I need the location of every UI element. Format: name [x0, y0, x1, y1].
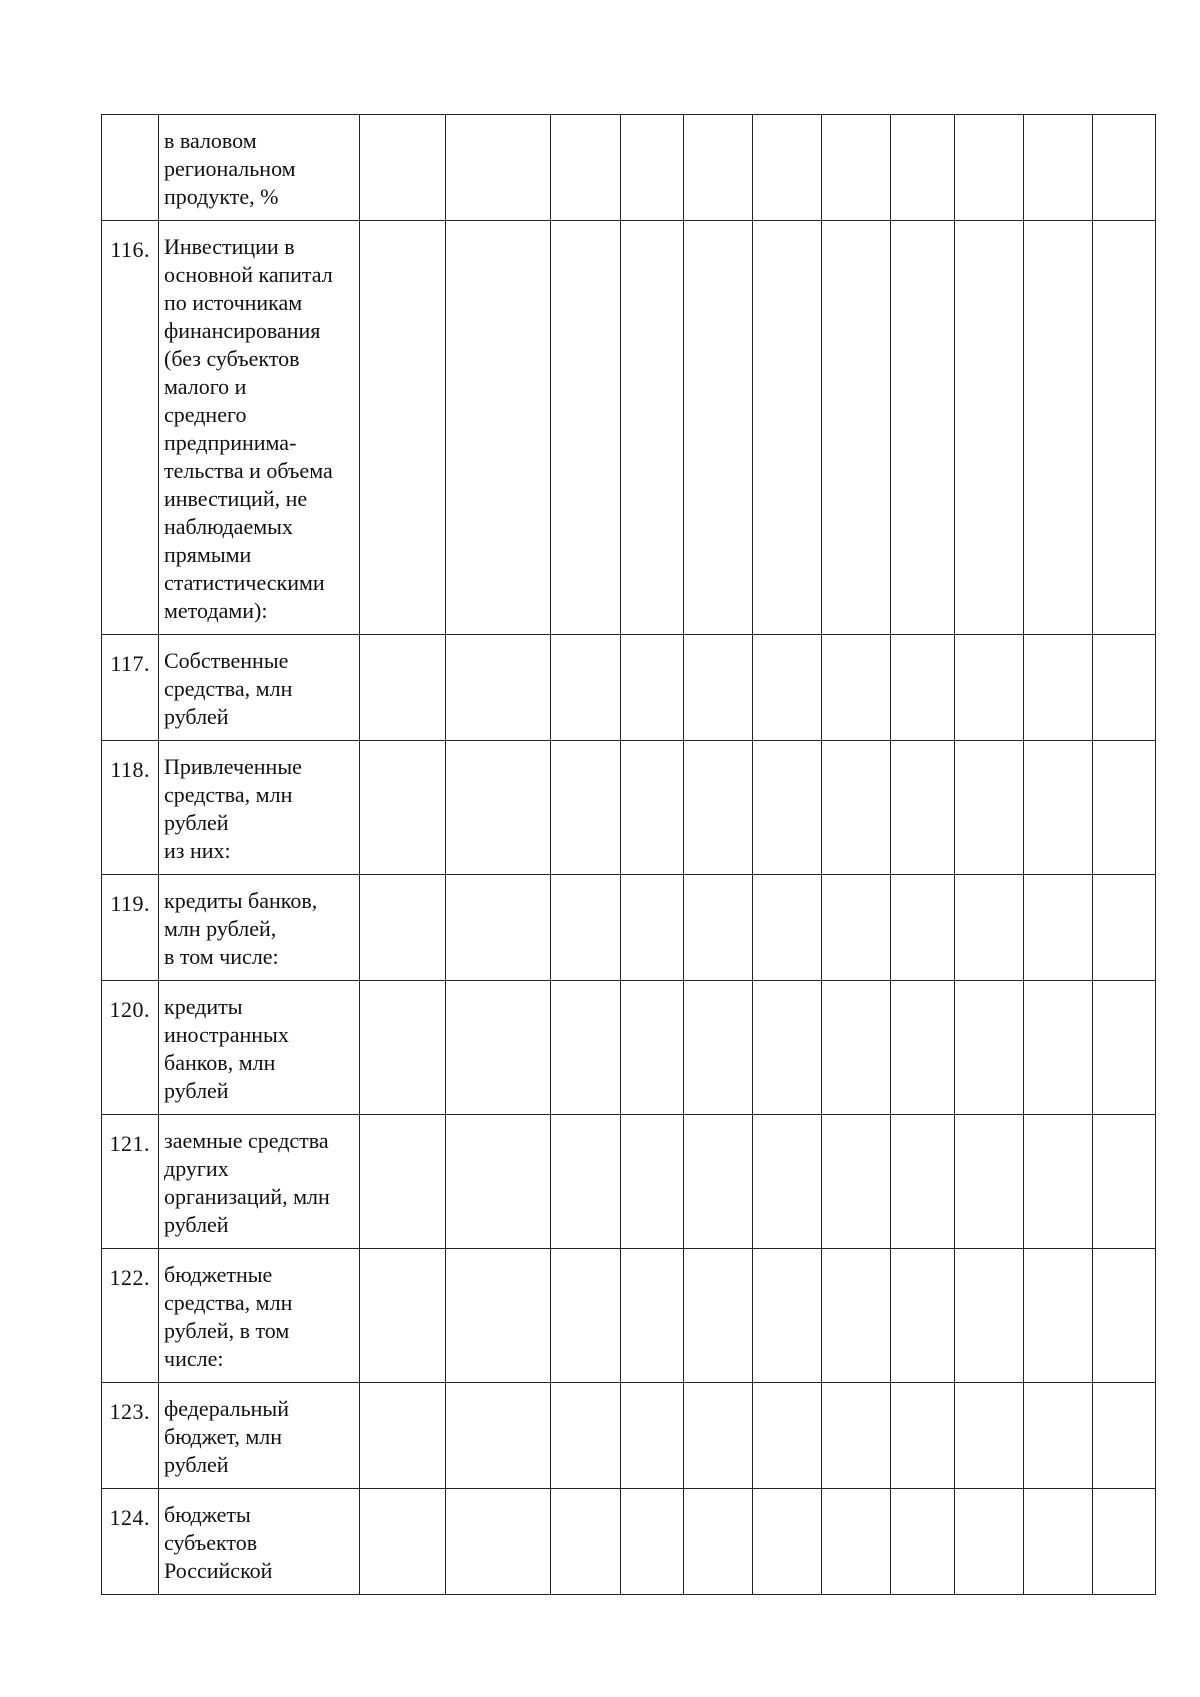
- table-row: [102, 741, 1156, 875]
- row-number: 117.: [102, 635, 159, 741]
- empty-cell: [621, 741, 684, 875]
- empty-cell: [684, 1249, 753, 1383]
- empty-cell: [891, 1383, 955, 1489]
- empty-cell: [621, 1115, 684, 1249]
- row-number: 120.: [102, 981, 159, 1115]
- empty-cell: [684, 875, 753, 981]
- empty-cell: [446, 115, 551, 221]
- empty-cell: [684, 1383, 753, 1489]
- empty-cell: [446, 1249, 551, 1383]
- empty-cell: [551, 115, 621, 221]
- row-number: 123.: [102, 1383, 159, 1489]
- empty-cell: [1093, 115, 1156, 221]
- row-label: Привлеченные средства, млн рублей из них:: [159, 741, 360, 875]
- empty-cell: [446, 981, 551, 1115]
- empty-cell: [891, 1489, 955, 1595]
- empty-cell: [955, 875, 1024, 981]
- indicator-table: [101, 114, 1156, 1595]
- row-number: [102, 115, 159, 221]
- empty-cell: [684, 115, 753, 221]
- empty-cell: [753, 1383, 822, 1489]
- empty-cell: [621, 981, 684, 1115]
- table-row: [102, 875, 1156, 981]
- empty-cell: [822, 1489, 891, 1595]
- empty-cell: [822, 115, 891, 221]
- empty-cell: [1024, 115, 1093, 221]
- empty-cell: [955, 221, 1024, 635]
- empty-cell: [955, 1383, 1024, 1489]
- empty-cell: [753, 1489, 822, 1595]
- empty-cell: [551, 1249, 621, 1383]
- empty-cell: [1024, 1249, 1093, 1383]
- table-row: [102, 1489, 1156, 1595]
- empty-cell: [551, 875, 621, 981]
- empty-cell: [360, 221, 446, 635]
- empty-cell: [891, 115, 955, 221]
- empty-cell: [551, 1489, 621, 1595]
- empty-cell: [684, 221, 753, 635]
- empty-cell: [891, 981, 955, 1115]
- empty-cell: [360, 1249, 446, 1383]
- empty-cell: [551, 635, 621, 741]
- empty-cell: [551, 221, 621, 635]
- empty-cell: [446, 221, 551, 635]
- empty-cell: [1093, 1383, 1156, 1489]
- empty-cell: [822, 635, 891, 741]
- empty-cell: [955, 741, 1024, 875]
- empty-cell: [1093, 1115, 1156, 1249]
- empty-cell: [684, 635, 753, 741]
- empty-cell: [1024, 221, 1093, 635]
- empty-cell: [753, 741, 822, 875]
- empty-cell: [955, 635, 1024, 741]
- empty-cell: [360, 635, 446, 741]
- empty-cell: [891, 635, 955, 741]
- row-number: 118.: [102, 741, 159, 875]
- empty-cell: [551, 1115, 621, 1249]
- empty-cell: [621, 221, 684, 635]
- empty-cell: [822, 1249, 891, 1383]
- empty-cell: [360, 741, 446, 875]
- empty-cell: [360, 115, 446, 221]
- row-label: бюджетные средства, млн рублей, в том числе:: [159, 1249, 360, 1383]
- row-number: 124.: [102, 1489, 159, 1595]
- empty-cell: [621, 1489, 684, 1595]
- empty-cell: [621, 635, 684, 741]
- table-row: [102, 981, 1156, 1115]
- empty-cell: [955, 115, 1024, 221]
- empty-cell: [891, 875, 955, 981]
- empty-cell: [1024, 1489, 1093, 1595]
- empty-cell: [1024, 981, 1093, 1115]
- empty-cell: [822, 875, 891, 981]
- empty-cell: [551, 1383, 621, 1489]
- row-label: кредиты иностранных банков, млн рублей: [159, 981, 360, 1115]
- empty-cell: [621, 1249, 684, 1383]
- empty-cell: [822, 1115, 891, 1249]
- empty-cell: [1093, 1489, 1156, 1595]
- empty-cell: [360, 1115, 446, 1249]
- empty-cell: [446, 1115, 551, 1249]
- row-label: Собственные средства, млн рублей: [159, 635, 360, 741]
- empty-cell: [1093, 741, 1156, 875]
- empty-cell: [621, 1383, 684, 1489]
- row-label: в валовом региональном продукте, %: [159, 115, 360, 221]
- row-label: федеральный бюджет, млн рублей: [159, 1383, 360, 1489]
- empty-cell: [684, 1115, 753, 1249]
- empty-cell: [891, 221, 955, 635]
- empty-cell: [360, 1489, 446, 1595]
- empty-cell: [446, 1383, 551, 1489]
- empty-cell: [1024, 1115, 1093, 1249]
- empty-cell: [753, 635, 822, 741]
- empty-cell: [621, 115, 684, 221]
- row-number: 122.: [102, 1249, 159, 1383]
- table-row: [102, 115, 1156, 221]
- empty-cell: [360, 981, 446, 1115]
- empty-cell: [753, 1115, 822, 1249]
- empty-cell: [621, 875, 684, 981]
- empty-cell: [446, 1489, 551, 1595]
- empty-cell: [360, 1383, 446, 1489]
- empty-cell: [891, 1115, 955, 1249]
- empty-cell: [955, 981, 1024, 1115]
- empty-cell: [753, 981, 822, 1115]
- empty-cell: [753, 115, 822, 221]
- empty-cell: [753, 221, 822, 635]
- empty-cell: [1024, 635, 1093, 741]
- empty-cell: [1093, 635, 1156, 741]
- empty-cell: [1024, 1383, 1093, 1489]
- row-number: 119.: [102, 875, 159, 981]
- empty-cell: [955, 1249, 1024, 1383]
- empty-cell: [684, 741, 753, 875]
- empty-cell: [1093, 981, 1156, 1115]
- empty-cell: [891, 741, 955, 875]
- empty-cell: [1093, 221, 1156, 635]
- empty-cell: [822, 1383, 891, 1489]
- empty-cell: [360, 875, 446, 981]
- empty-cell: [1093, 1249, 1156, 1383]
- empty-cell: [551, 981, 621, 1115]
- row-label: кредиты банков, млн рублей, в том числе:: [159, 875, 360, 981]
- row-label: Инвестиции в основной капитал по источникам финансирования (без субъектов малого и среднего предпринима- тельства и объема инвестиций, не наблюдаемых прямыми статистическими методами):: [159, 221, 360, 635]
- empty-cell: [1093, 875, 1156, 981]
- empty-cell: [955, 1115, 1024, 1249]
- empty-cell: [684, 1489, 753, 1595]
- row-number: 121.: [102, 1115, 159, 1249]
- empty-cell: [446, 635, 551, 741]
- empty-cell: [753, 875, 822, 981]
- empty-cell: [551, 741, 621, 875]
- table-row: [102, 1383, 1156, 1489]
- empty-cell: [822, 221, 891, 635]
- table-row: [102, 1115, 1156, 1249]
- table-row: [102, 1249, 1156, 1383]
- table-row: [102, 221, 1156, 635]
- empty-cell: [684, 981, 753, 1115]
- empty-cell: [446, 875, 551, 981]
- empty-cell: [1024, 875, 1093, 981]
- row-label: бюджеты субъектов Российской: [159, 1489, 360, 1595]
- row-number: 116.: [102, 221, 159, 635]
- empty-cell: [822, 741, 891, 875]
- table-row: [102, 635, 1156, 741]
- empty-cell: [891, 1249, 955, 1383]
- row-label: заемные средства других организаций, млн рублей: [159, 1115, 360, 1249]
- empty-cell: [446, 741, 551, 875]
- empty-cell: [753, 1249, 822, 1383]
- empty-cell: [955, 1489, 1024, 1595]
- empty-cell: [822, 981, 891, 1115]
- empty-cell: [1024, 741, 1093, 875]
